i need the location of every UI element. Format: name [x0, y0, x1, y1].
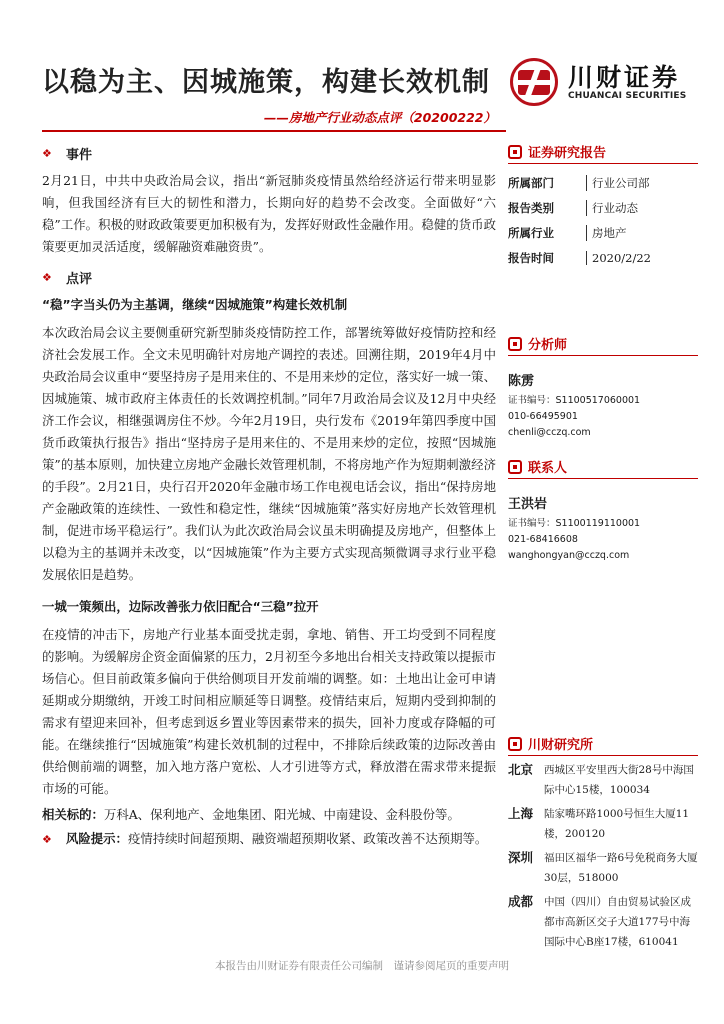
analyst-heading: 分析师 — [508, 332, 698, 356]
risk-warning — [42, 828, 496, 851]
diamond-bullet-icon: ❖ — [42, 833, 52, 846]
page-footer: 本报告由川财证券有限责任公司编制 谨请参阅尾页的重要声明 — [215, 960, 509, 972]
info-row: 报告类别 行业动态 — [508, 200, 638, 215]
report-info-heading: 证券研究报告 — [508, 140, 698, 164]
comment-section-heading: ❖ 点评 — [42, 270, 93, 287]
contact-name: 王洪岩 — [508, 497, 548, 512]
logo-text-cn: 川财证券 — [568, 63, 681, 92]
company-logo — [510, 58, 700, 108]
subsection-title-1: “稳”字当头仍为主基调，继续“因城施策”构建长效机制 — [42, 297, 348, 312]
box-icon — [508, 337, 522, 351]
office-shenzhen: 深圳 福田区福华一路6号免税商务大厦30层，518000 — [508, 850, 698, 884]
risk-label: 风险提示： — [66, 831, 128, 846]
analyst-name: 陈雳 — [508, 374, 535, 389]
office-shanghai: 上海 陆家嘴环路1000号恒生大厦11楼，200120 — [508, 806, 690, 840]
subsection-paragraph-2: 在疫情的冲击下，房地产行业基本面受扰走弱，拿地、销售、开工均受到不同程度的影响。为缓解房企资金面偏紧的压力，2月初至今多地出台相关支持政策以提振市场信心。但目前政策多偏向于供给侧项目开发前端的调整。如：土地出让金可申请延期或分期缴纳，开竣工时间相应顺延等日调整。疫情结束后，短期内受到抑制的需求有望迎来回补，但考虑到返乡置业等因素带来的损失，回补力度或存降幅的可能。在继续推行“因城施策”构建长效机制的过程中，不排除后续政策的边际改善由供给侧前端的调整，加入地方落户宽松、人才引进等方式，释放潜在需求带来提振市场的可能。 — [42, 627, 496, 796]
main-content — [42, 140, 496, 851]
contact-phone: 021-68416608 — [508, 534, 578, 545]
subsection-paragraph-1: 本次政治局会议主要侧重研究新型肺炎疫情防控工作，部署统筹做好疫情防控和经济社会发展工作。全文未见明确针对房地产调控的表述。回溯往期，2019年4月中央政治局会议重申“要坚持房子是用来住的、不是用来炒的定位，落实好一城一策、因城施策、城市政府主体责任的长效调控机制。”同年7月政治局会议及12月中央经济工作会议，相继强调房住不炒。今年2月19日，央行发布《2019年第四季度中国货币政策执行报告》指出“坚持房子是用来住的、不是用来炒的定位，按照“因城施策”的基本原则，加快建立房地产金融长效管理机制，不将房地产作为短期刺激经济的手段”。2月21日，央行召开2020年金融市场工作电视电话会议，指出“保持房地产金融政策的连续性、一致性和稳定性，继续“因城施策”落实好房地产长效管理机制，促进市场平稳运行”。我们认为此次政治局会议虽未明确提及房地产，但整体上以稳为主的基调并未改变，以“因城施策”作为主要方式实现高频微调寻求行业平稳发展依旧是趋势。 — [42, 325, 496, 582]
logo-text-en: CHUANCAI SECURITIES — [568, 91, 687, 101]
info-row: 所属部门 行业公司部 — [508, 175, 650, 190]
related-label: 相关标的： — [42, 807, 104, 822]
analyst-phone: 010-66495901 — [508, 411, 578, 422]
risk-text: 疫情持续时间超预期、融资端超预期收紧、政策改善不达预期等。 — [127, 831, 488, 846]
analyst-cert: 证书编号：S1100517060001 — [508, 395, 641, 406]
report-title: 以稳为主、因城施策，构建长效机制 — [42, 67, 490, 98]
institute-heading: 川财研究所 — [508, 732, 698, 756]
related-stocks — [42, 804, 496, 826]
report-info-table — [508, 170, 698, 270]
box-icon — [508, 145, 522, 159]
contact-cert: 证书编号：S1100119110001 — [508, 518, 641, 529]
office-beijing: 北京 西城区平安里西大街28号中海国际中心15楼，100034 — [508, 762, 694, 796]
related-text: 万科A、保利地产、金地集团、阳光城、中南建设、金科股份等。 — [103, 807, 460, 822]
box-icon — [508, 737, 522, 751]
diamond-bullet-icon: ❖ — [42, 270, 52, 284]
logo-mark-icon — [510, 58, 558, 106]
box-icon — [508, 460, 522, 474]
sidebar — [508, 140, 698, 952]
diamond-bullet-icon: ❖ — [42, 146, 52, 160]
event-paragraph: 2月21日，中共中央政治局会议，指出“新冠肺炎疫情虽然给经济运行带来明显影响，但我国经济有巨大的韧性和潜力，长期向好的趋势不会改变。全面做好“六稳”工作。积极的财政政策要更加积极有为，发挥好财政性金融作用。稳健的货币政策要更加灵活适度，缓解融资难融资贵”。 — [42, 173, 496, 254]
event-section-heading: ❖ 事件 — [42, 146, 93, 163]
contact-email[interactable]: wanghongyan@cczq.com — [508, 550, 630, 561]
header-divider — [42, 130, 506, 132]
office-chengdu: 成都 中国（四川）自由贸易试验区成都市高新区交子大道177号中海国际中心B座17楼，610041 — [508, 894, 691, 948]
report-subtitle: ——房地产行业动态点评（20200222） — [263, 110, 496, 125]
subsection-title-2: 一城一策频出，边际改善张力依旧配合“三稳”拉开 — [42, 599, 319, 614]
info-row: 报告时间 2020/2/22 — [508, 250, 651, 265]
analyst-email[interactable]: chenli@cczq.com — [508, 427, 591, 438]
info-row: 所属行业 房地产 — [508, 225, 627, 240]
contact-heading: 联系人 — [508, 455, 698, 479]
